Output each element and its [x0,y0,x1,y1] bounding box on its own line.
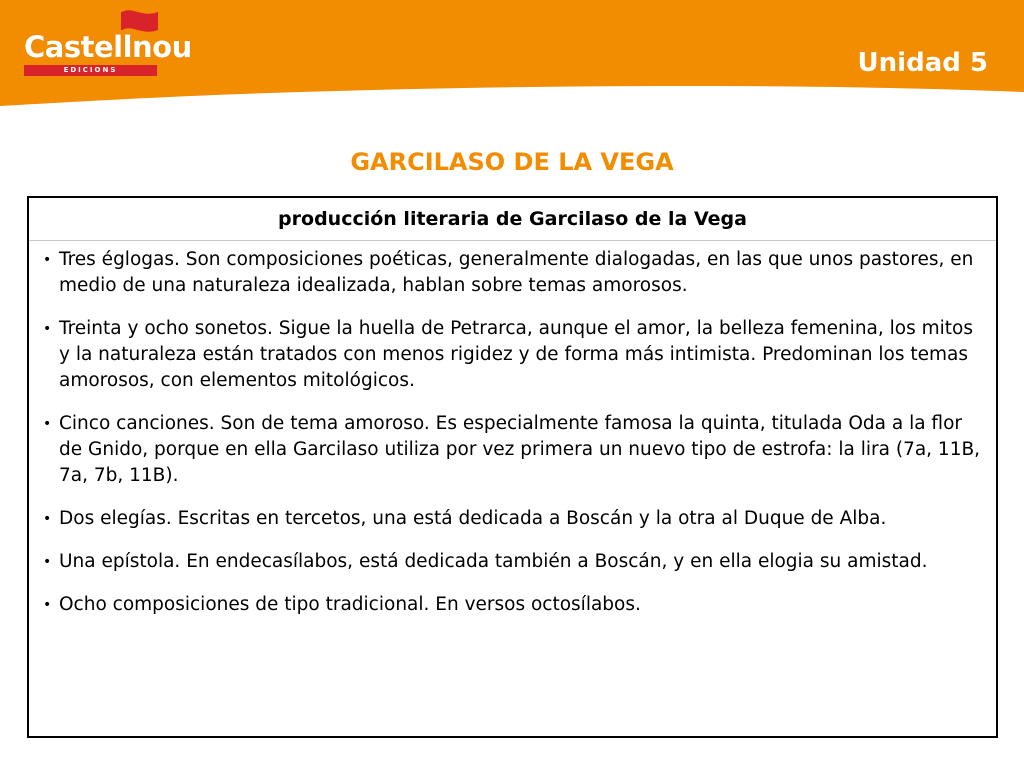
list-item [41,247,984,299]
unit-label: Unidad 5 [857,48,988,78]
logo-subtitle: EDICIONS [24,65,157,76]
bullet-icon: • [43,554,52,570]
list-item [41,549,984,575]
list-item [41,316,984,394]
bullet-list [29,241,996,618]
list-item [41,411,984,489]
bullet-icon: • [43,252,52,268]
castellnou-logo [22,8,192,78]
list-item-text: Cinco canciones. Son de tema amoroso. Es especialmente famosa la quinta, titulada Oda a la flor de Gnido, porque en ella Garcilaso utiliza por vez primera un nuevo tipo de estrofa: la lira (7a, 11B, 7a, 7b, 11B). [59,413,981,486]
slide-title: GARCILASO DE LA VEGA [350,148,674,176]
content-table [27,196,998,738]
logo-wordmark: Castellnou [24,30,192,64]
list-item [41,506,984,532]
list-item-text: Tres églogas. Son composiciones poéticas, generalmente dialogadas, en las que unos pastores, en medio de una naturaleza idealizada, hablan sobre temas amorosos. [59,249,974,296]
table-heading: producción literaria de Garcilaso de la Vega [29,198,996,241]
bullet-icon: • [43,511,52,527]
bullet-icon: • [43,597,52,613]
list-item-text: Ocho composiciones de tipo tradicional. En versos octosílabos. [59,594,641,615]
bullet-icon: • [43,321,52,337]
list-item-text: Treinta y ocho sonetos. Sigue la huella de Petrarca, aunque el amor, la belleza femenina, los mitos y la naturaleza están tratados con menos rigidez y de forma más intimista. Predominan los temas amorosos, con elementos mitológicos. [59,318,973,391]
bullet-icon: • [43,416,52,432]
list-item [41,592,984,618]
list-item-text: Una epístola. En endecasílabos, está dedicada también a Boscán, y en ella elogia su amistad. [59,551,928,572]
list-item-text: Dos elegías. Escritas en tercetos, una está dedicada a Boscán y la otra al Duque de Alba. [59,508,887,529]
